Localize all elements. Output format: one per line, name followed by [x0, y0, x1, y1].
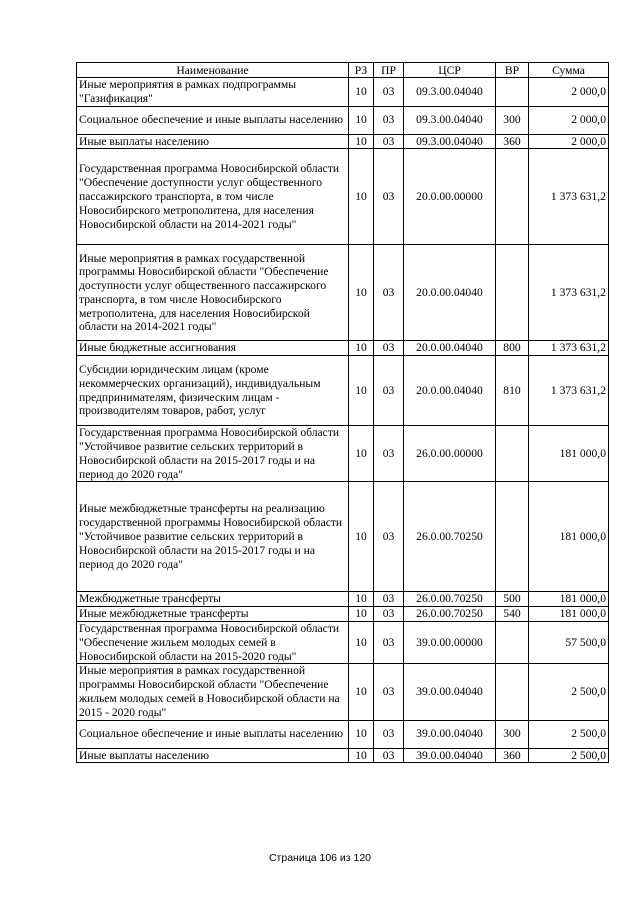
cell-pr: 03	[374, 607, 404, 622]
cell-sum: 2 500,0	[529, 664, 609, 720]
table-row	[77, 106, 609, 134]
cell-vr: 300	[496, 106, 529, 134]
table-row	[77, 149, 609, 245]
header-csr: ЦСР	[404, 63, 496, 78]
cell-rz: 10	[349, 607, 374, 622]
cell-sum: 2 500,0	[529, 720, 609, 748]
cell-sum: 181 000,0	[529, 592, 609, 607]
cell-rz: 10	[349, 245, 374, 341]
cell-vr	[496, 245, 529, 341]
cell-rz: 10	[349, 341, 374, 356]
cell-name: Государственная программа Новосибирской области "Обеспечение доступности услуг общественного пассажирского транспорта, в том числе Новосибирского метрополитена, для населения Новосибирской области на 2014-2021 годы"	[77, 149, 349, 245]
cell-csr: 20.0.00.04040	[404, 341, 496, 356]
cell-sum: 181 000,0	[529, 426, 609, 482]
cell-vr: 810	[496, 356, 529, 426]
cell-rz: 10	[349, 149, 374, 245]
table-row	[77, 607, 609, 622]
cell-name: Иные мероприятия в рамках подпрограммы "Газификация"	[77, 78, 349, 107]
cell-name: Иные межбюджетные трансферты на реализацию государственной программы Новосибирской области "Устойчивое развитие сельских территорий в Новосибирской области на 2015-2017 годы и на период до 2020 года"	[77, 482, 349, 592]
cell-vr: 300	[496, 720, 529, 748]
cell-name: Социальное обеспечение и иные выплаты населению	[77, 720, 349, 748]
cell-pr: 03	[374, 106, 404, 134]
header-vr: ВР	[496, 63, 529, 78]
cell-csr: 39.0.00.04040	[404, 748, 496, 763]
header-rz: РЗ	[349, 63, 374, 78]
cell-vr: 360	[496, 748, 529, 763]
cell-vr	[496, 426, 529, 482]
cell-csr: 39.0.00.04040	[404, 720, 496, 748]
cell-vr: 540	[496, 607, 529, 622]
cell-sum: 1 373 631,2	[529, 356, 609, 426]
cell-rz: 10	[349, 426, 374, 482]
cell-pr: 03	[374, 592, 404, 607]
table-row	[77, 341, 609, 356]
cell-sum: 1 373 631,2	[529, 341, 609, 356]
cell-pr: 03	[374, 482, 404, 592]
cell-csr: 09.3.00.04040	[404, 78, 496, 107]
cell-vr: 500	[496, 592, 529, 607]
cell-sum: 181 000,0	[529, 482, 609, 592]
cell-rz: 10	[349, 356, 374, 426]
cell-name: Иные мероприятия в рамках государственной программы Новосибирской области "Обеспечение жильем молодых семей в Новосибирской области на 2015 - 2020 годы"	[77, 664, 349, 720]
cell-name: Межбюджетные трансферты	[77, 592, 349, 607]
header-name: Наименование	[77, 63, 349, 78]
table-row	[77, 482, 609, 592]
cell-rz: 10	[349, 592, 374, 607]
cell-rz: 10	[349, 720, 374, 748]
cell-csr: 39.0.00.00000	[404, 621, 496, 663]
cell-rz: 10	[349, 134, 374, 149]
cell-sum: 2 500,0	[529, 748, 609, 763]
table-header	[77, 63, 609, 78]
cell-rz: 10	[349, 621, 374, 663]
cell-sum: 1 373 631,2	[529, 245, 609, 341]
cell-rz: 10	[349, 106, 374, 134]
cell-name: Иные межбюджетные трансферты	[77, 607, 349, 622]
page-number: Страница 106 из 120	[268, 852, 372, 864]
cell-pr: 03	[374, 245, 404, 341]
cell-name: Государственная программа Новосибирской области "Обеспечение жильем молодых семей в Новосибирской области на 2015-2020 годы"	[77, 621, 349, 663]
cell-pr: 03	[374, 621, 404, 663]
table-row	[77, 720, 609, 748]
cell-name: Иные выплаты населению	[77, 748, 349, 763]
table-row	[77, 356, 609, 426]
cell-csr: 26.0.00.70250	[404, 482, 496, 592]
table-row	[77, 664, 609, 720]
cell-csr: 39.0.00.04040	[404, 664, 496, 720]
table-body	[77, 78, 609, 763]
table-row	[77, 134, 609, 149]
cell-rz: 10	[349, 664, 374, 720]
cell-csr: 20.0.00.04040	[404, 245, 496, 341]
header-row	[77, 63, 609, 78]
cell-csr: 26.0.00.70250	[404, 592, 496, 607]
cell-csr: 09.3.00.04040	[404, 134, 496, 149]
cell-csr: 20.0.00.04040	[404, 356, 496, 426]
cell-pr: 03	[374, 748, 404, 763]
cell-csr: 09.3.00.04040	[404, 106, 496, 134]
cell-name: Социальное обеспечение и иные выплаты населению	[77, 106, 349, 134]
cell-rz: 10	[349, 748, 374, 763]
cell-sum: 2 000,0	[529, 78, 609, 107]
cell-vr	[496, 621, 529, 663]
cell-vr	[496, 664, 529, 720]
cell-name: Иные выплаты населению	[77, 134, 349, 149]
cell-csr: 26.0.00.70250	[404, 607, 496, 622]
cell-pr: 03	[374, 134, 404, 149]
cell-pr: 03	[374, 664, 404, 720]
cell-pr: 03	[374, 356, 404, 426]
cell-vr: 360	[496, 134, 529, 149]
cell-csr: 26.0.00.00000	[404, 426, 496, 482]
table-row	[77, 748, 609, 763]
cell-sum: 2 000,0	[529, 134, 609, 149]
cell-sum: 2 000,0	[529, 106, 609, 134]
cell-vr	[496, 149, 529, 245]
table-row	[77, 245, 609, 341]
cell-name: Иные бюджетные ассигнования	[77, 341, 349, 356]
cell-pr: 03	[374, 149, 404, 245]
cell-rz: 10	[349, 482, 374, 592]
cell-sum: 181 000,0	[529, 607, 609, 622]
cell-rz: 10	[349, 78, 374, 107]
cell-pr: 03	[374, 720, 404, 748]
cell-name: Субсидии юридическим лицам (кроме некоммерческих организаций), индивидуальным предпринимателям, физическим лицам - производителям товаров, работ, услуг	[77, 356, 349, 426]
cell-vr	[496, 78, 529, 107]
cell-sum: 57 500,0	[529, 621, 609, 663]
header-sum: Сумма	[529, 63, 609, 78]
table-row	[77, 78, 609, 107]
cell-sum: 1 373 631,2	[529, 149, 609, 245]
cell-name: Государственная программа Новосибирской области "Устойчивое развитие сельских территорий в Новосибирской области на 2015-2017 годы и на период до 2020 года"	[77, 426, 349, 482]
cell-vr: 800	[496, 341, 529, 356]
budget-table	[76, 62, 609, 763]
cell-pr: 03	[374, 426, 404, 482]
table-row	[77, 426, 609, 482]
cell-vr	[496, 482, 529, 592]
header-pr: ПР	[374, 63, 404, 78]
cell-pr: 03	[374, 78, 404, 107]
cell-name: Иные мероприятия в рамках государственной программы Новосибирской области "Обеспечение доступности услуг общественного пассажирского транспорта, в том числе Новосибирского метрополитена, для населения Новосибирской области на 2014-2021 годы"	[77, 245, 349, 341]
cell-csr: 20.0.00.00000	[404, 149, 496, 245]
cell-pr: 03	[374, 341, 404, 356]
table-row	[77, 621, 609, 663]
table-row	[77, 592, 609, 607]
